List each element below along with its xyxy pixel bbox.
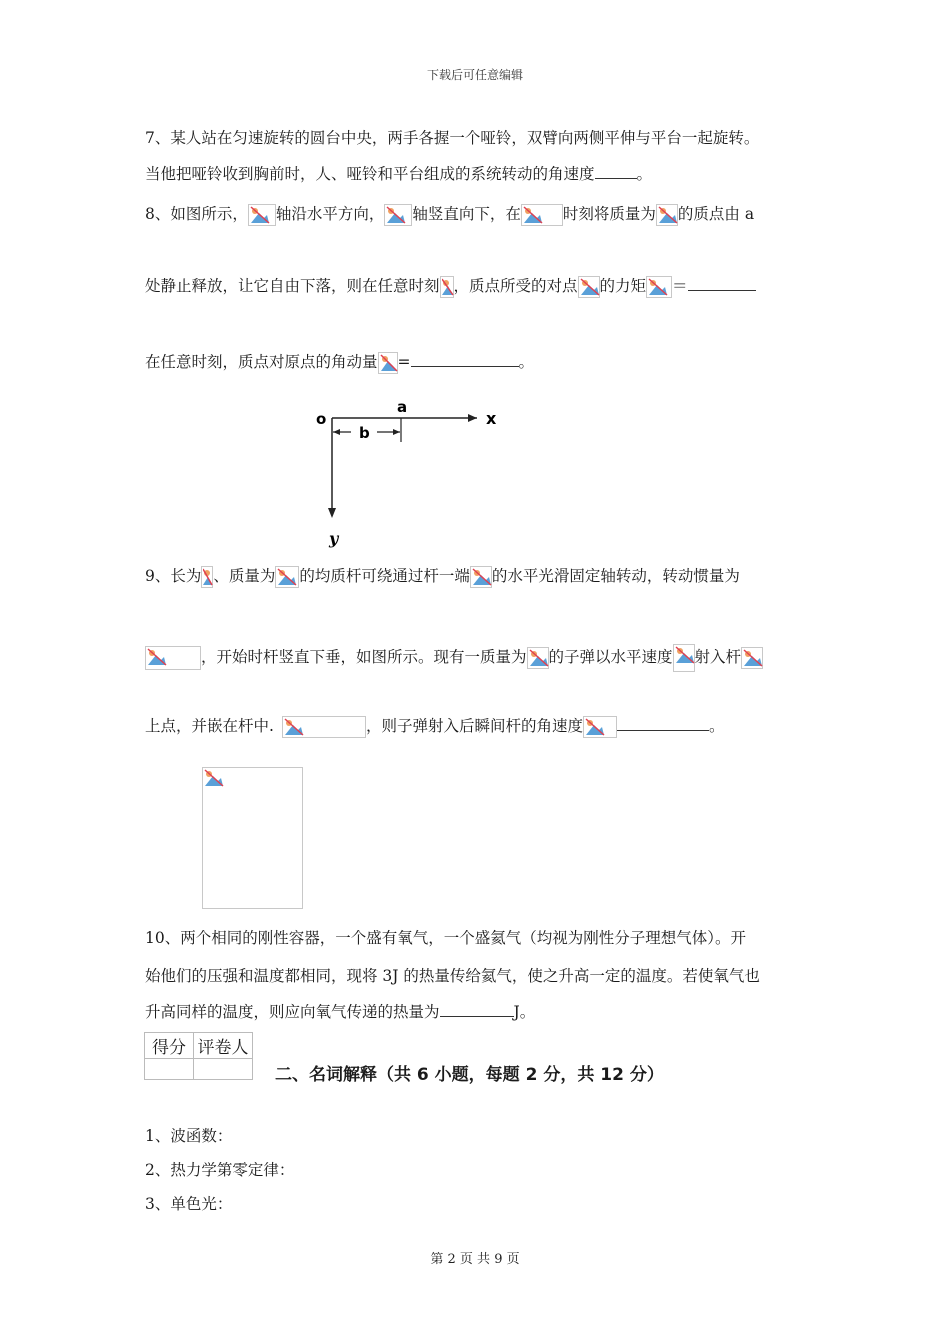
q8-line3	[145, 352, 534, 374]
broken-image-icon	[378, 352, 398, 374]
q9-line2	[145, 644, 763, 672]
term-1: 1、波函数：	[145, 1127, 233, 1145]
q7-text: 当他把哑铃收到胸前时，人、哑铃和平台组成的系统转动的角速度	[145, 165, 595, 183]
q9-text: 上点，并嵌在杆中.	[145, 717, 274, 735]
broken-image-icon	[275, 566, 299, 588]
broken-image-icon	[470, 566, 492, 588]
q8-text: ，质点所受的对点	[453, 277, 578, 295]
q9-text: ，则子弹射入后瞬间杆的角速度	[365, 717, 583, 735]
broken-image-icon	[741, 647, 763, 669]
broken-image-icon	[656, 204, 678, 226]
label-a: a	[397, 400, 408, 416]
q8-text: 处静止释放，让它自由下落，则在任意时刻	[145, 277, 440, 295]
score-label: 得分	[145, 1033, 194, 1059]
q7-line2	[145, 164, 652, 184]
page-header: 下载后可任意编辑	[426, 68, 523, 82]
broken-image-icon	[440, 276, 454, 298]
score-cell	[145, 1059, 194, 1080]
grader-cell	[194, 1059, 253, 1080]
answer-blank	[595, 164, 637, 179]
section-title: 二、名词解释（共 6 小题，每题 2 分，共 12 分）	[275, 1065, 664, 1085]
label-o: o	[316, 410, 327, 428]
broken-image-icon	[646, 276, 672, 298]
q10-line3	[145, 1002, 535, 1022]
q8-text: 。	[518, 353, 535, 371]
broken-image-icon	[583, 716, 617, 738]
answer-blank	[688, 276, 756, 291]
q8-text: =	[397, 353, 411, 371]
q8-text: 轴竖直向下，在	[412, 205, 521, 223]
q9-text: 9、长为	[145, 567, 202, 585]
broken-image-icon	[248, 204, 276, 226]
broken-image-icon	[282, 716, 366, 738]
q9-text: 的子弹以水平速度	[548, 648, 673, 666]
q9-text: 、质量为	[213, 567, 276, 585]
q8-text: 在任意时刻，质点对原点的角动量	[145, 353, 378, 371]
label-x: x	[486, 409, 497, 428]
label-y: y	[329, 529, 339, 548]
answer-blank	[411, 352, 519, 367]
broken-image-icon	[204, 769, 224, 787]
answer-blank	[617, 716, 709, 731]
q9-line3	[145, 716, 724, 738]
q9-text: 的水平光滑固定轴转动，转动惯量为	[491, 567, 740, 585]
q9-text: 。	[708, 717, 725, 735]
q8-text: ＝	[672, 277, 688, 295]
label-b: b	[359, 424, 370, 442]
term-3: 3、单色光：	[145, 1195, 233, 1213]
page-footer: 第 2 页 共 9 页	[430, 1252, 520, 1267]
b-arrow-left	[333, 429, 340, 435]
broken-image-icon	[673, 644, 695, 672]
broken-image-icon	[521, 204, 563, 226]
b-arrow-right	[393, 429, 400, 435]
q9-text: 射入杆	[694, 648, 742, 666]
q8-line1	[145, 204, 754, 226]
q10-line2: 始他们的压强和温度都相同，现将 3J 的热量传给氦气，使之升高一定的温度。若使氧气也	[145, 967, 760, 985]
q8-text: 的力矩	[599, 277, 647, 295]
q8-text: 轴沿水平方向，	[275, 205, 385, 223]
grader-label: 评卷人	[194, 1033, 253, 1059]
broken-image-icon	[201, 566, 213, 588]
q9-text: ，开始时杆竖直下垂，如图所示。现有一质量为	[201, 648, 527, 666]
broken-image-icon	[384, 204, 412, 226]
q8-text: 的质点由 a	[677, 205, 755, 223]
broken-image-icon	[145, 646, 201, 670]
term-2: 2、热力学第零定律：	[145, 1161, 295, 1179]
q9-text: 的均质杆可绕通过杆一端	[299, 567, 470, 585]
q7-line1: 7、某人站在匀速旋转的圆台中央，两手各握一个哑铃，双臂向两侧平伸与平台一起旋转。	[145, 129, 760, 147]
q9-line1	[145, 566, 740, 588]
q8-text: 8、如图所示，	[145, 205, 248, 223]
broken-image-icon	[578, 276, 600, 298]
answer-blank	[440, 1002, 514, 1017]
x-arrow	[468, 414, 477, 422]
q8-text: 时刻将质量为	[562, 205, 656, 223]
diagram-svg	[307, 400, 512, 550]
coordinate-diagram	[307, 400, 512, 550]
q10-text: J。	[513, 1003, 536, 1021]
q10-line1: 10、两个相同的刚性容器，一个盛有氧气，一个盛氦气（均视为刚性分子理想气体）。开	[145, 929, 746, 947]
y-arrow	[328, 508, 336, 518]
q10-text: 升高同样的温度，则应向氧气传递的热量为	[145, 1003, 440, 1021]
score-table	[144, 1032, 253, 1080]
figure-placeholder	[202, 767, 303, 909]
q8-line2	[145, 276, 756, 298]
q7-end: 。	[636, 165, 653, 183]
broken-image-icon	[527, 647, 549, 669]
